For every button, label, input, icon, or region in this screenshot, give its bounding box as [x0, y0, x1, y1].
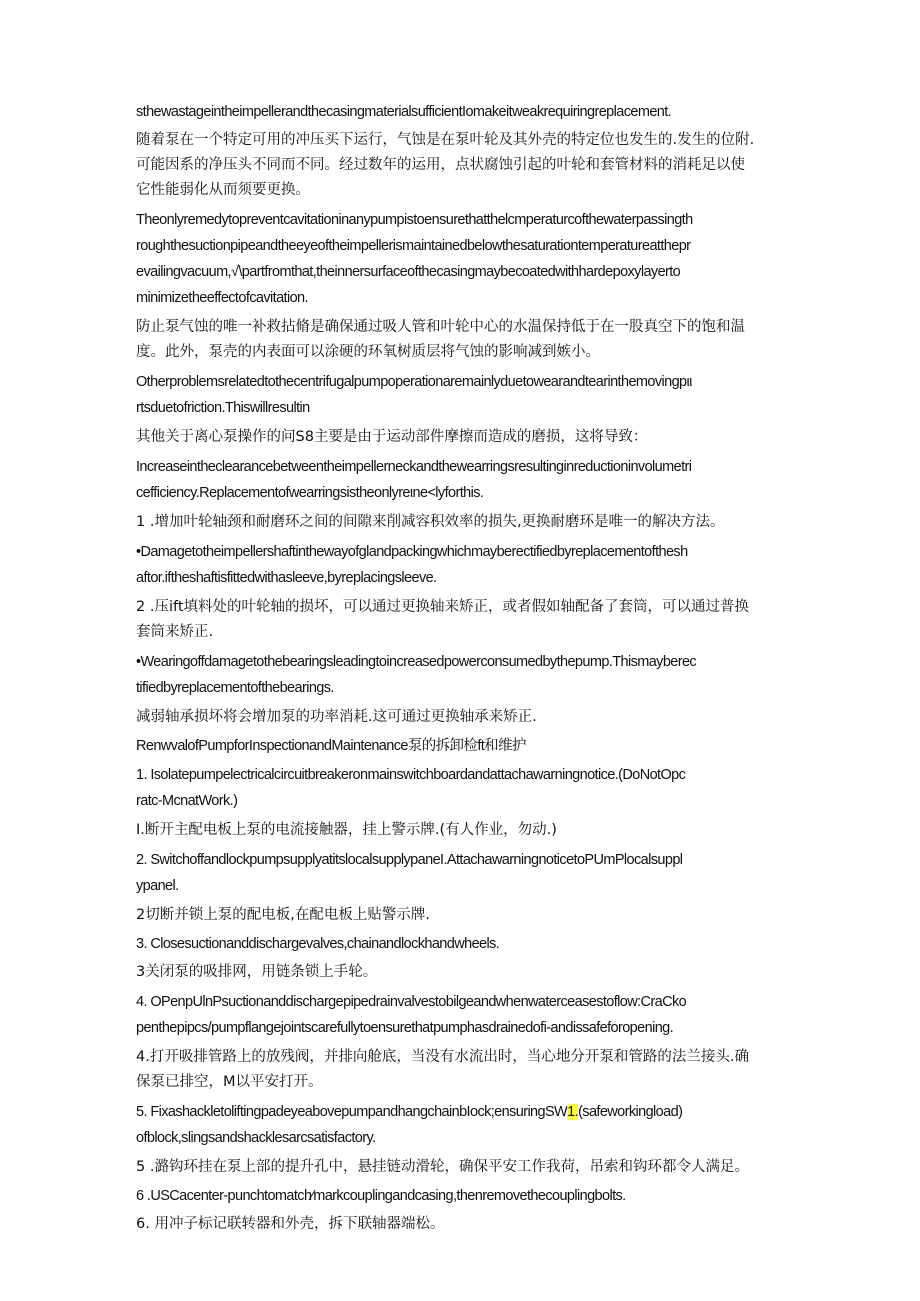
text-line: tifiedbyreplacementofthebearings. — [136, 680, 334, 696]
highlighted-text: 1. — [567, 1104, 579, 1120]
text-line: 度。此外，泵壳的内表面可以涂硬的环氧树质层将气蚀的影响减到嫉小。 — [136, 344, 600, 360]
text-line: 2切断并锁上泵的配电板,在配电板上贴警示牌. — [136, 907, 430, 923]
text-line: 4. OPenpUlnPsuctionanddischargepipedrainvalvestobilgeandwhenwaterceasestoflow:CraCko — [136, 994, 687, 1010]
document-body — [136, 100, 786, 1237]
text-line: sthewastageintheimpellerandthecasingmaterialsufficientIomakeitweakrequiringreplacement. — [136, 104, 672, 120]
text-segment: (safeworkingload) — [578, 1104, 683, 1120]
text-line: minimizetheeffectofcavitation. — [136, 290, 308, 306]
text-line: evailingvacuum,√\partfromthat,theinnersurfaceofthecasingmaybecoatedwithhardepoxylayerto — [136, 264, 681, 280]
text-line: 4.打开吸排管路上的放残阀，并排向舱底，当没有水流出时，当心地分开泵和管路的法兰接头.确 — [136, 1049, 749, 1065]
text-line: 减弱轴承损坏将会增加泵的功率消耗.这可通过更换轴承来矫正. — [136, 709, 537, 725]
text-line: 6. 用冲子标记联转器和外壳，拆下联轴器端松。 — [136, 1216, 445, 1232]
text-line: 防止泵气蚀的唯一补救拈脩是确保通过吸人管和叶轮中心的水温保持低于在一股真空下的饱和温 — [136, 319, 745, 335]
text-line: I.断开主配电板上泵的电流接触器，挂上警示牌.(有人作业，勿动.) — [136, 822, 557, 838]
text-line — [136, 1099, 786, 1125]
text-line: 3. Closesuctionanddischargevalves,chainandlockhandwheels. — [136, 936, 500, 952]
text-line: penthepipcs/pumpflangejointscarefullytoensurethatpumphasdrainedofi-andissafeforopening. — [136, 1020, 674, 1036]
text-line: roughthesuctionpipeandtheeyeoftheimpellerismaintainedbelowthesaturationtemperatureatthepr — [136, 238, 691, 254]
text-line: 1. Isolatepumpelectricalcircuitbreakeronmainswitchboardandattachawarningnotice.(DoNotOpc — [136, 767, 686, 783]
text-line: ratc-McnatWork.) — [136, 793, 238, 809]
text-line: 它性能弱化从而须要更换。 — [136, 182, 310, 198]
text-line: 随着泵在一个特定可用的冲压买下运行，气蚀是在泵叶轮及其外壳的特定位也发生的.发生的位附. — [136, 132, 755, 148]
text-line: rtsduetofriction.Thiswillresultin — [136, 400, 310, 416]
text-line: 2 .压ift填料处的叶轮轴的损坏，可以通过更换轴来矫正，或者假如轴配备了套筒，可以通过普换 — [136, 599, 750, 615]
text-line: Theonlyremedytopreventcavitationinanypumpistoensurethatthelcmperaturcofthewaterpassingth — [136, 212, 693, 228]
text-line: Otherproblemsrelatedtothecentrifugalpumpoperationaremainlyduetowearandtearinthemovingpιι — [136, 374, 692, 390]
text-line: 1 .增加叶轮轴颈和耐磨环之间的间隙来削减容积效率的损失,更换耐磨环是唯一的解决方法。 — [136, 514, 725, 530]
text-line: aftor.iftheshaftisfittedwithasleeve,byreplacingsleeve. — [136, 570, 437, 586]
text-line: 3关闭泵的吸排网，用链条锁上手轮。 — [136, 964, 378, 980]
section-heading: RenwvalofPumpforInspectionandMaintenance泵的拆卸检ft和维护 — [136, 738, 526, 754]
text-line: 保泵已排空，M以平安打开。 — [136, 1074, 323, 1090]
text-line: 其他关于离心泵操作的问S8主要是由于运动部件摩擦而造成的磨损，这将导致： — [136, 429, 648, 445]
text-line: •Wearingoffdamagetothebearingsleadingtoincreasedpowerconsumedbythepump.Thismayberec — [136, 654, 697, 670]
text-line: 5 .潞钩环挂在泵上部的提升孔中，悬挂链动滑轮，确保平安工作我荷，吊索和钩环都令人满足。 — [136, 1159, 749, 1175]
text-line: 2. SwitchoffandlockpumpsupplyatitslocalsupplypaneI.AttachawarningnoticetoPUmPlocalsuppl — [136, 852, 683, 868]
text-line: 可能因系的净压头不同而不同。经过数年的运用，点状腐蚀引起的叶轮和套管材料的消耗足以使 — [136, 157, 745, 173]
text-line: •Damagetotheimpellershaftinthewayofglandpackingwhichmayberectifiedbyreplacementofthesh — [136, 544, 688, 560]
text-line: 套筒来矫正. — [136, 624, 214, 640]
text-segment: 5. FixashackletoliftingpadeyeabovepumpandhangchainbIock;ensuringSW — [136, 1104, 568, 1120]
text-line: cefficiency.Replacementofwearringsistheonlyreιne<lyforthis. — [136, 485, 484, 501]
text-line: ypanel. — [136, 878, 179, 894]
text-line: ofblock,slingsandshacklesarcsatisfactory. — [136, 1130, 376, 1146]
text-line: Increaseintheclearancebetweentheimpellerneckandthewearringsresultinginreductioninvolumetri — [136, 459, 692, 475]
text-line: 6 .USCacenter-punchtomatch∕markcouplingandcasing,thenremovethecouplingbolts. — [136, 1188, 626, 1204]
